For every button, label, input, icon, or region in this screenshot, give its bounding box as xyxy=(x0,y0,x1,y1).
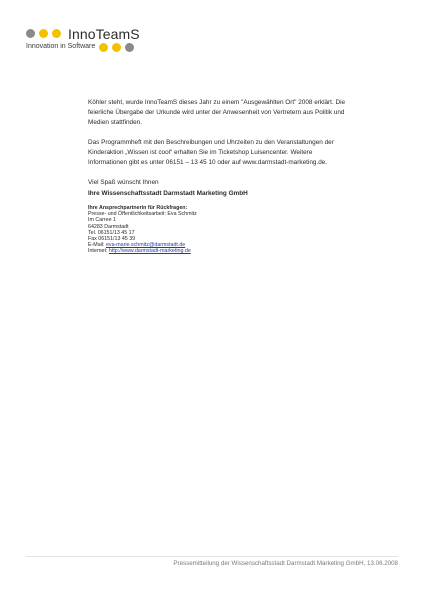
contact-block xyxy=(88,205,350,255)
logo-dot-yellow xyxy=(39,29,48,38)
logo-dots-top xyxy=(26,29,61,38)
page-footer: Pressemitteilung der Wissenschaftsstadt Darmstadt Marketing GmbH, 13.06.2008 xyxy=(173,560,398,567)
logo-dot-grey xyxy=(125,43,134,52)
web-label: Internet: xyxy=(88,248,108,255)
logo-tagline: Innovation in Software xyxy=(26,43,96,50)
press-release-body xyxy=(88,98,350,255)
email-link[interactable]: eva-marie.schmitz@darmstadt.de xyxy=(105,242,186,249)
innoteams-logo xyxy=(26,26,166,56)
website-link[interactable]: http://www.darmstadt-marketing.de xyxy=(108,248,191,255)
contact-web-row xyxy=(88,248,350,254)
logo-dot-yellow xyxy=(99,43,108,52)
email-label: E-Mail: xyxy=(88,242,105,249)
closing-line: Viel Spaß wünscht Ihnen xyxy=(88,179,159,186)
contact-role: Presse- und Öffentlichkeitsarbeit: Eva Schmitz xyxy=(88,211,197,218)
contact-phone: Tel. 06151/13 45 17 xyxy=(88,229,135,236)
contact-city: 64283 Darmstadt xyxy=(88,223,129,230)
logo-name: InnoTeamS xyxy=(68,26,140,42)
footer-divider xyxy=(26,556,398,557)
organisation-name: Ihre Wissenschaftsstadt Darmstadt Marketing GmbH xyxy=(88,190,248,197)
paragraph-award: Köhler steht, wurde InnoTeamS dieses Jahr zu einem "Ausgewählten Ort" 2008 erklärt. Die feierliche Übergabe der Urkunde wird unter der Anwesenheit von Vertretern aus Politik und Medien stattfinden. xyxy=(88,99,346,126)
logo-dot-grey xyxy=(26,29,35,38)
logo-dots-bottom xyxy=(99,43,134,52)
paragraph-program: Das Programmheft mit den Beschreibungen und Uhrzeiten zu den Veranstaltungen der Kinderaktion „Wissen ist cool“ erhalten Sie im Ticketshop Luisencenter. Weitere Informationen gibt es unter 06151 – 13 45 10 oder auf www.darmstadt-marketing.de. xyxy=(88,139,334,166)
logo-dot-yellow xyxy=(52,29,61,38)
contact-fax: Fax 06151/13 45 39 xyxy=(88,236,136,243)
logo-dot-yellow xyxy=(112,43,121,52)
contact-street: Im Carree 1 xyxy=(88,217,116,224)
contact-heading: Ihre Ansprechpartnerin für Rückfragen: xyxy=(88,205,188,211)
